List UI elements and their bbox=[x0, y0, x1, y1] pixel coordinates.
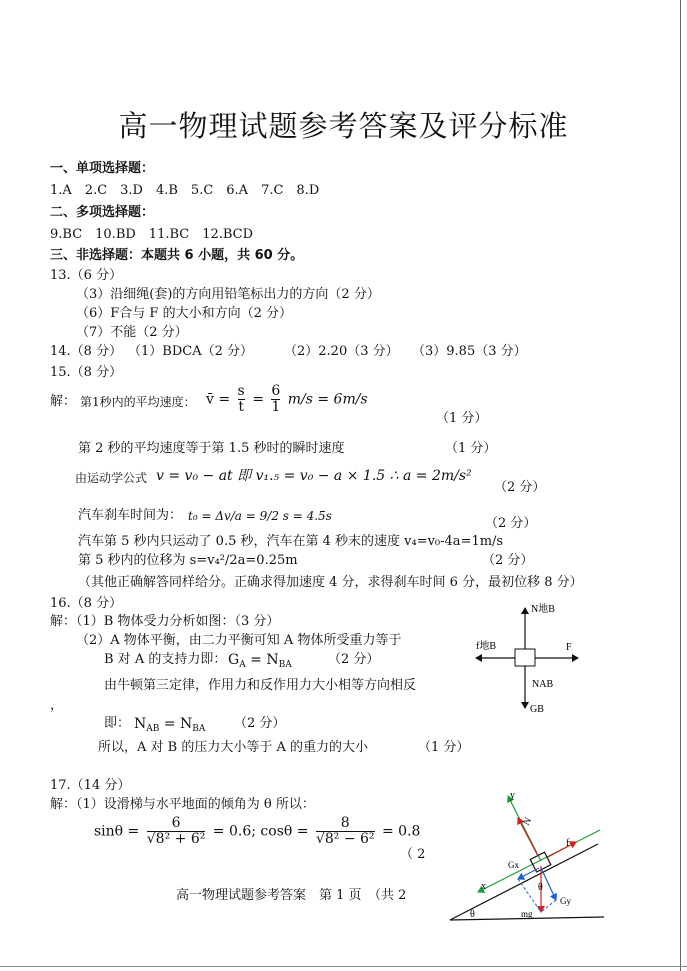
label-gb: GB bbox=[530, 704, 544, 715]
q16-line6-text: 即： bbox=[104, 716, 131, 731]
q16-force-diagram bbox=[470, 598, 590, 718]
label-f: f bbox=[566, 838, 570, 849]
q15-line4-score: （2 分） bbox=[485, 516, 537, 531]
arrow-gy bbox=[541, 868, 556, 900]
q15-line4-equation: t₀ = Δv/a = 9/2 s = 4.5s bbox=[188, 509, 332, 523]
q14-part3: （3）9.85（3 分） bbox=[412, 344, 527, 359]
cos-frac bbox=[316, 816, 375, 847]
eq-n2: = N bbox=[159, 716, 193, 732]
label-nab: NAB bbox=[532, 679, 554, 690]
label-theta-block: θ bbox=[538, 882, 543, 893]
label-y: y bbox=[510, 790, 515, 801]
q15-line1-frac1 bbox=[238, 384, 245, 415]
q13-line3: （7）不能（2 分） bbox=[76, 325, 188, 340]
sin-frac bbox=[147, 816, 206, 847]
q16-line7-score: （1 分） bbox=[418, 740, 470, 755]
block-b bbox=[515, 649, 535, 666]
q15-heading: 15.（8 分） bbox=[50, 365, 123, 380]
q16-line2: （2）A 物体平衡，由二力平衡可知 A 物体所受重力等于 bbox=[76, 633, 402, 648]
q16-line4: 由牛顿第三定律，作用力和反作用力大小相等方向相反 bbox=[104, 678, 417, 693]
label-gy: Gy bbox=[560, 896, 571, 906]
frac-num: 8 bbox=[340, 815, 350, 831]
q15-line2-score: （1 分） bbox=[445, 441, 497, 456]
eq-g: G bbox=[228, 652, 240, 668]
eq-n: = N bbox=[245, 652, 279, 668]
label-theta-base: θ bbox=[470, 909, 475, 920]
section1-heading: 一、单项选择题： bbox=[50, 161, 155, 176]
eq-sub-ba: BA bbox=[192, 724, 206, 734]
eq-n: N bbox=[134, 716, 147, 732]
label-x: x bbox=[481, 881, 486, 892]
section2-heading: 二、多项选择题： bbox=[50, 205, 155, 220]
q15-jie: 解： bbox=[50, 394, 77, 409]
q16-line6-equation bbox=[134, 716, 205, 737]
q13-line1: （3）沿细绳(套)的方向用铅笔标出力的方向（2 分） bbox=[76, 287, 380, 302]
q15-line2-text: 第 2 秒的平均速度等于第 1.5 秒时的瞬时速度 bbox=[78, 441, 345, 456]
q16-line6-score: （2 分） bbox=[234, 716, 286, 731]
section1-answers: 1.A 2.C 3.D 4.B 5.C 6.A 7.C 8.D bbox=[50, 183, 320, 198]
q15-line1-eq: = bbox=[252, 391, 264, 408]
frac-den: √8² + 6² bbox=[146, 831, 206, 847]
q16-line1: 解：（1）B 物体受力分析如图：（3 分） bbox=[50, 614, 280, 629]
label-n: N bbox=[521, 815, 535, 828]
label-f-right: F bbox=[566, 642, 572, 653]
q15-line1-frac2 bbox=[271, 384, 280, 415]
q14-part2: （2）2.20（3 分） bbox=[284, 344, 399, 359]
q16-line3-score: （2 分） bbox=[328, 652, 380, 667]
q15-line3-text: 由运动学公式 bbox=[75, 471, 148, 485]
frac-num: 6 bbox=[171, 815, 181, 831]
q17-equation bbox=[94, 816, 420, 847]
q15-line6-score: （2 分） bbox=[482, 553, 534, 568]
q17-score: （ 2 bbox=[400, 847, 426, 862]
page-bottom-edge bbox=[0, 966, 687, 967]
frac-den: 1 bbox=[271, 399, 281, 415]
page-footer: 高一物理试题参考答案 第 1 页 （共 2 bbox=[176, 888, 407, 903]
arrow-friction bbox=[548, 842, 576, 857]
label-gx: Gx bbox=[508, 860, 519, 870]
q15-line6-text: 第 5 秒内的位移为 s=v₄²/2a=0.25m bbox=[78, 553, 298, 568]
label-f-left: f地B bbox=[476, 641, 496, 652]
q17-line1: 解：（1）设滑梯与水平地面的倾角为 θ 所以： bbox=[50, 797, 315, 812]
label-n: N地B bbox=[531, 604, 555, 615]
sin-label: sinθ = bbox=[94, 823, 140, 840]
q15-line5: 汽车第 5 秒内只运动了 0.5 秒，汽车在第 4 秒末的速度 v₄=v₀-4a=1m/s bbox=[78, 534, 504, 549]
section3-heading: 三、非选择题：本题共 6 小题，共 60 分。 bbox=[50, 248, 304, 263]
q16-line3-text: B 对 A 的支持力即： bbox=[104, 652, 227, 667]
q16-line7-text: 所以，A 对 B 的压力大小等于 A 的重力的大小 bbox=[98, 740, 368, 755]
q15-line4-text: 汽车刹车时间为： bbox=[78, 508, 183, 523]
q14-part1: （1）BDCA（2 分） bbox=[128, 344, 253, 359]
q15-line1-equation bbox=[206, 384, 368, 415]
eq-sub-a: A bbox=[239, 660, 246, 670]
q15-line1-text: 第1秒内的平均速度： bbox=[80, 395, 196, 409]
sin-result: = 0.6; bbox=[212, 823, 256, 840]
q15-line1-v: v̄ = bbox=[206, 391, 231, 408]
q17-heading: 17.（14 分） bbox=[50, 778, 131, 793]
page-right-edge bbox=[680, 0, 681, 971]
q15-line1-result: m/s = 6m/s bbox=[287, 391, 368, 408]
frac-den: √8² − 6² bbox=[315, 831, 375, 847]
q15-note: （其他正确解答同样给分。正确求得加速度 4 分，求得刹车时间 6 分，最初位移 8 分） bbox=[78, 575, 583, 590]
page-title: 高一物理试题参考答案及评分标准 bbox=[118, 109, 569, 143]
q13-heading: 13.（6 分） bbox=[50, 268, 123, 283]
frac-num: 6 bbox=[271, 383, 281, 399]
q15-line3-equation: v = v₀ − at 即 v₁.₅ = v₀ − a × 1.5 ∴ a = 2m/s² bbox=[156, 468, 472, 484]
q15-line3-score: （2 分） bbox=[494, 480, 546, 495]
cos-label: cosθ = bbox=[260, 823, 309, 840]
frac-num: s bbox=[237, 383, 245, 399]
q14-heading: 14.（8 分） bbox=[50, 344, 123, 359]
label-mg: mg bbox=[521, 909, 533, 919]
eq-sub-ba: BA bbox=[278, 660, 292, 670]
q17-incline-diagram bbox=[448, 786, 608, 926]
section2-answers: 9.BC 10.BD 11.BC 12.BCD bbox=[50, 227, 254, 242]
q16-line3-equation bbox=[228, 652, 292, 673]
cos-result: = 0.8 bbox=[382, 823, 421, 840]
dashed-line-2 bbox=[541, 900, 556, 912]
q16-line5: ， bbox=[50, 698, 64, 713]
eq-sub-ab: AB bbox=[146, 724, 160, 734]
q16-heading: 16.（8 分） bbox=[50, 596, 123, 611]
q15-line1-score: （1 分） bbox=[436, 411, 488, 426]
q13-line2: （6）F合与 F 的大小和方向（2 分） bbox=[76, 306, 292, 321]
frac-den: t bbox=[238, 399, 244, 415]
